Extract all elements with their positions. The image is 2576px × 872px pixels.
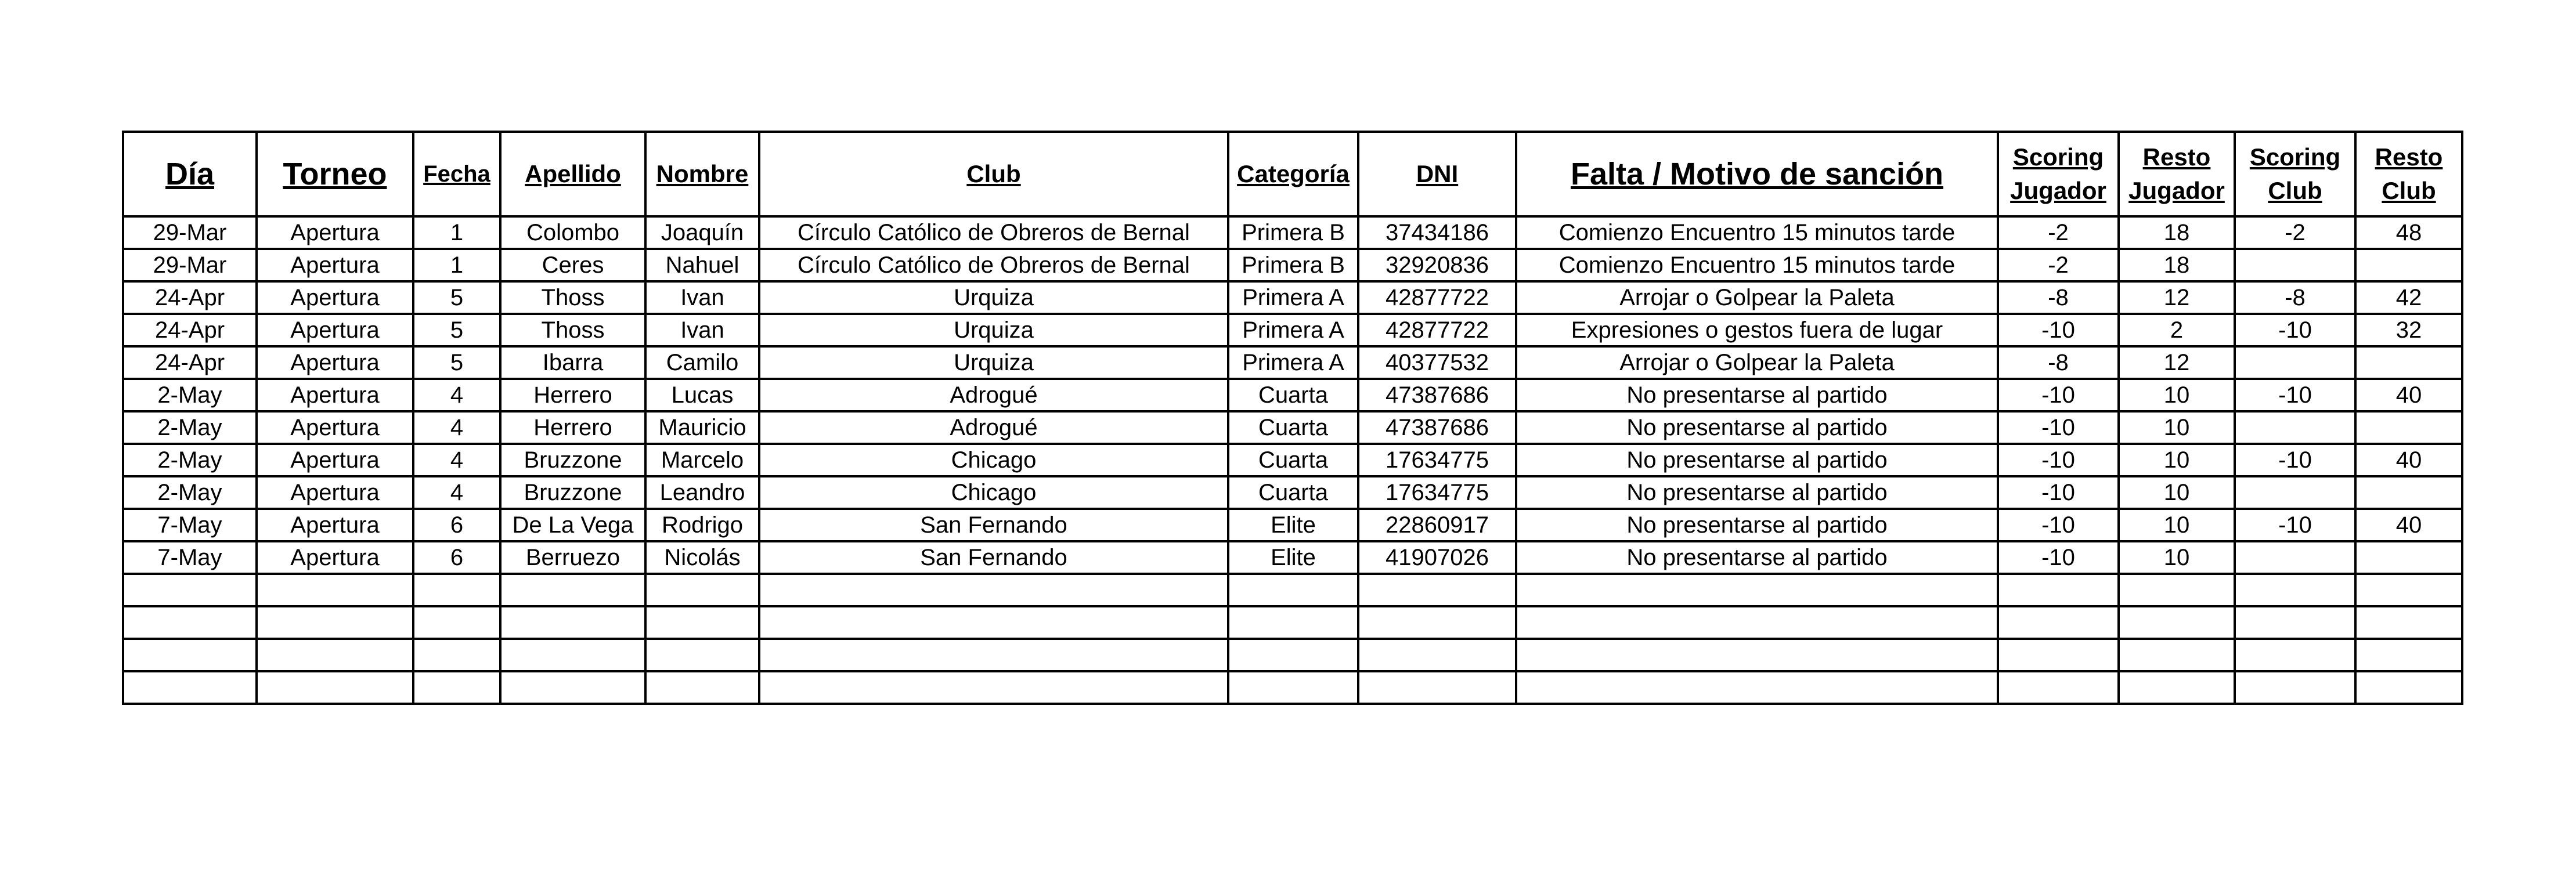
cell-categoria: Primera A — [1228, 314, 1358, 346]
cell-nombre — [645, 639, 759, 671]
cell-dni: 37434186 — [1358, 216, 1516, 249]
cell-dni: 47387686 — [1358, 379, 1516, 411]
cell-fecha: 6 — [413, 509, 500, 541]
table-row — [123, 574, 2462, 606]
sanctions-table — [122, 131, 2463, 705]
cell-falta — [1516, 574, 1998, 606]
header-dia: Día — [123, 132, 257, 216]
cell-torneo — [257, 639, 413, 671]
cell-apellido — [500, 574, 645, 606]
cell-nombre: Nicolás — [645, 541, 759, 574]
cell-nombre: Leandro — [645, 476, 759, 509]
table-row — [123, 476, 2462, 509]
cell-nombre: Nahuel — [645, 249, 759, 281]
cell-fecha: 5 — [413, 314, 500, 346]
cell-categoria: Elite — [1228, 509, 1358, 541]
cell-resto-club — [2355, 476, 2462, 509]
cell-club — [759, 606, 1228, 639]
cell-dia: 2-May — [123, 476, 257, 509]
cell-club: Adrogué — [759, 379, 1228, 411]
table-row — [123, 639, 2462, 671]
cell-torneo: Apertura — [257, 216, 413, 249]
cell-categoria: Cuarta — [1228, 411, 1358, 444]
table-body — [123, 216, 2462, 704]
cell-scoring-club — [2235, 639, 2355, 671]
cell-scoring-jugador: -10 — [1998, 476, 2119, 509]
cell-scoring-club — [2235, 476, 2355, 509]
cell-dni: 41907026 — [1358, 541, 1516, 574]
cell-scoring-jugador: -10 — [1998, 444, 2119, 476]
table-row — [123, 281, 2462, 314]
cell-resto-club — [2355, 606, 2462, 639]
header-resto-club: Resto Club — [2355, 132, 2462, 216]
cell-fecha: 1 — [413, 249, 500, 281]
header-resto-jugador: Resto Jugador — [2119, 132, 2235, 216]
cell-dni: 42877722 — [1358, 281, 1516, 314]
header-row — [123, 132, 2462, 216]
cell-categoria — [1228, 671, 1358, 704]
cell-scoring-jugador: -10 — [1998, 541, 2119, 574]
cell-torneo: Apertura — [257, 444, 413, 476]
cell-torneo: Apertura — [257, 509, 413, 541]
cell-resto-jugador: 10 — [2119, 541, 2235, 574]
cell-scoring-club — [2235, 411, 2355, 444]
cell-dni: 40377532 — [1358, 346, 1516, 379]
cell-dni: 17634775 — [1358, 444, 1516, 476]
cell-scoring-jugador: -2 — [1998, 249, 2119, 281]
cell-resto-jugador — [2119, 639, 2235, 671]
cell-club: San Fernando — [759, 541, 1228, 574]
cell-resto-jugador: 18 — [2119, 216, 2235, 249]
cell-categoria: Primera A — [1228, 281, 1358, 314]
cell-dni: 47387686 — [1358, 411, 1516, 444]
cell-categoria: Primera A — [1228, 346, 1358, 379]
cell-categoria: Cuarta — [1228, 444, 1358, 476]
cell-resto-jugador: 12 — [2119, 346, 2235, 379]
cell-dia: 7-May — [123, 509, 257, 541]
cell-resto-jugador — [2119, 671, 2235, 704]
cell-falta: No presentarse al partido — [1516, 379, 1998, 411]
cell-club: San Fernando — [759, 509, 1228, 541]
cell-resto-jugador: 10 — [2119, 476, 2235, 509]
header-falta: Falta / Motivo de sanción — [1516, 132, 1998, 216]
cell-categoria — [1228, 639, 1358, 671]
cell-fecha — [413, 574, 500, 606]
cell-scoring-jugador: -8 — [1998, 281, 2119, 314]
cell-fecha — [413, 671, 500, 704]
cell-dia — [123, 671, 257, 704]
cell-dia: 24-Apr — [123, 314, 257, 346]
cell-apellido: Colombo — [500, 216, 645, 249]
cell-club: Urquiza — [759, 314, 1228, 346]
cell-fecha: 1 — [413, 216, 500, 249]
table-row — [123, 444, 2462, 476]
cell-scoring-club: -8 — [2235, 281, 2355, 314]
cell-resto-club — [2355, 411, 2462, 444]
header-scoring-club: Scoring Club — [2235, 132, 2355, 216]
cell-dni — [1358, 574, 1516, 606]
cell-falta — [1516, 606, 1998, 639]
cell-dia: 24-Apr — [123, 346, 257, 379]
cell-apellido: Bruzzone — [500, 476, 645, 509]
cell-nombre: Lucas — [645, 379, 759, 411]
cell-scoring-jugador: -2 — [1998, 216, 2119, 249]
cell-torneo: Apertura — [257, 541, 413, 574]
cell-resto-club — [2355, 249, 2462, 281]
cell-fecha: 6 — [413, 541, 500, 574]
cell-dia — [123, 606, 257, 639]
table-row — [123, 379, 2462, 411]
header-categoria: Categoría — [1228, 132, 1358, 216]
cell-scoring-club: -2 — [2235, 216, 2355, 249]
cell-resto-jugador: 18 — [2119, 249, 2235, 281]
cell-dni — [1358, 639, 1516, 671]
cell-scoring-jugador — [1998, 639, 2119, 671]
cell-resto-club: 40 — [2355, 444, 2462, 476]
cell-apellido: Herrero — [500, 379, 645, 411]
cell-torneo: Apertura — [257, 476, 413, 509]
cell-torneo: Apertura — [257, 314, 413, 346]
cell-categoria: Primera B — [1228, 249, 1358, 281]
cell-categoria: Elite — [1228, 541, 1358, 574]
cell-resto-jugador — [2119, 574, 2235, 606]
cell-resto-club — [2355, 541, 2462, 574]
cell-falta: Comienzo Encuentro 15 minutos tarde — [1516, 249, 1998, 281]
table-row — [123, 346, 2462, 379]
cell-resto-club: 48 — [2355, 216, 2462, 249]
cell-dni — [1358, 606, 1516, 639]
cell-dia — [123, 574, 257, 606]
cell-club: Chicago — [759, 444, 1228, 476]
cell-nombre — [645, 574, 759, 606]
table-row — [123, 606, 2462, 639]
cell-torneo: Apertura — [257, 411, 413, 444]
cell-scoring-club: -10 — [2235, 444, 2355, 476]
cell-categoria: Cuarta — [1228, 379, 1358, 411]
cell-nombre: Ivan — [645, 314, 759, 346]
cell-dia: 2-May — [123, 411, 257, 444]
cell-scoring-jugador — [1998, 606, 2119, 639]
cell-club — [759, 574, 1228, 606]
cell-falta: No presentarse al partido — [1516, 541, 1998, 574]
cell-falta: No presentarse al partido — [1516, 411, 1998, 444]
cell-scoring-club — [2235, 606, 2355, 639]
cell-torneo: Apertura — [257, 346, 413, 379]
cell-fecha: 4 — [413, 476, 500, 509]
cell-resto-jugador: 10 — [2119, 509, 2235, 541]
cell-apellido — [500, 606, 645, 639]
cell-resto-club — [2355, 346, 2462, 379]
cell-apellido: Berruezo — [500, 541, 645, 574]
cell-scoring-club — [2235, 671, 2355, 704]
cell-falta — [1516, 671, 1998, 704]
table-row — [123, 411, 2462, 444]
cell-apellido: Thoss — [500, 281, 645, 314]
cell-falta: No presentarse al partido — [1516, 509, 1998, 541]
cell-torneo: Apertura — [257, 379, 413, 411]
cell-resto-club — [2355, 574, 2462, 606]
cell-dni — [1358, 671, 1516, 704]
table-row — [123, 541, 2462, 574]
cell-torneo: Apertura — [257, 281, 413, 314]
cell-nombre — [645, 671, 759, 704]
cell-torneo — [257, 606, 413, 639]
table-row — [123, 314, 2462, 346]
cell-scoring-club: -10 — [2235, 509, 2355, 541]
header-club: Club — [759, 132, 1228, 216]
cell-scoring-club — [2235, 249, 2355, 281]
cell-fecha: 4 — [413, 379, 500, 411]
cell-resto-jugador: 10 — [2119, 379, 2235, 411]
cell-club — [759, 639, 1228, 671]
cell-nombre: Mauricio — [645, 411, 759, 444]
table-row — [123, 216, 2462, 249]
cell-falta: Arrojar o Golpear la Paleta — [1516, 281, 1998, 314]
cell-club: Chicago — [759, 476, 1228, 509]
cell-resto-club: 40 — [2355, 509, 2462, 541]
table-row — [123, 249, 2462, 281]
cell-torneo — [257, 671, 413, 704]
cell-apellido — [500, 671, 645, 704]
cell-fecha — [413, 639, 500, 671]
cell-resto-club — [2355, 671, 2462, 704]
cell-dni: 17634775 — [1358, 476, 1516, 509]
cell-falta: Comienzo Encuentro 15 minutos tarde — [1516, 216, 1998, 249]
cell-scoring-jugador — [1998, 671, 2119, 704]
cell-scoring-club: -10 — [2235, 314, 2355, 346]
cell-apellido: Herrero — [500, 411, 645, 444]
cell-club — [759, 671, 1228, 704]
cell-falta: No presentarse al partido — [1516, 476, 1998, 509]
cell-nombre: Joaquín — [645, 216, 759, 249]
cell-scoring-jugador: -10 — [1998, 379, 2119, 411]
cell-falta: Arrojar o Golpear la Paleta — [1516, 346, 1998, 379]
cell-scoring-jugador: -10 — [1998, 509, 2119, 541]
header-torneo: Torneo — [257, 132, 413, 216]
table-row — [123, 509, 2462, 541]
cell-fecha: 5 — [413, 346, 500, 379]
cell-resto-jugador: 2 — [2119, 314, 2235, 346]
cell-dia: 7-May — [123, 541, 257, 574]
cell-torneo: Apertura — [257, 249, 413, 281]
cell-club: Adrogué — [759, 411, 1228, 444]
header-fecha: Fecha — [413, 132, 500, 216]
cell-resto-jugador: 10 — [2119, 444, 2235, 476]
cell-scoring-jugador — [1998, 574, 2119, 606]
cell-categoria — [1228, 606, 1358, 639]
cell-scoring-jugador: -8 — [1998, 346, 2119, 379]
cell-fecha: 4 — [413, 444, 500, 476]
cell-apellido: Ibarra — [500, 346, 645, 379]
cell-scoring-jugador: -10 — [1998, 411, 2119, 444]
cell-resto-club: 42 — [2355, 281, 2462, 314]
cell-dia — [123, 639, 257, 671]
table-row — [123, 671, 2462, 704]
cell-dia: 2-May — [123, 379, 257, 411]
cell-nombre — [645, 606, 759, 639]
header-nombre: Nombre — [645, 132, 759, 216]
cell-nombre: Ivan — [645, 281, 759, 314]
cell-falta: No presentarse al partido — [1516, 444, 1998, 476]
cell-fecha: 4 — [413, 411, 500, 444]
header-apellido: Apellido — [500, 132, 645, 216]
cell-categoria — [1228, 574, 1358, 606]
cell-dni: 22860917 — [1358, 509, 1516, 541]
cell-resto-jugador: 10 — [2119, 411, 2235, 444]
cell-scoring-club: -10 — [2235, 379, 2355, 411]
cell-club: Círculo Católico de Obreros de Bernal — [759, 216, 1228, 249]
header-dni: DNI — [1358, 132, 1516, 216]
cell-club: Urquiza — [759, 281, 1228, 314]
cell-scoring-club — [2235, 574, 2355, 606]
header-scoring-jugador: Scoring Jugador — [1998, 132, 2119, 216]
cell-resto-jugador: 12 — [2119, 281, 2235, 314]
cell-apellido — [500, 639, 645, 671]
cell-dia: 29-Mar — [123, 249, 257, 281]
cell-torneo — [257, 574, 413, 606]
cell-scoring-club — [2235, 541, 2355, 574]
cell-scoring-club — [2235, 346, 2355, 379]
cell-dia: 2-May — [123, 444, 257, 476]
cell-club: Urquiza — [759, 346, 1228, 379]
cell-categoria: Primera B — [1228, 216, 1358, 249]
cell-dni: 32920836 — [1358, 249, 1516, 281]
cell-nombre: Rodrigo — [645, 509, 759, 541]
cell-nombre: Marcelo — [645, 444, 759, 476]
cell-apellido: De La Vega — [500, 509, 645, 541]
cell-nombre: Camilo — [645, 346, 759, 379]
cell-apellido: Ceres — [500, 249, 645, 281]
cell-club: Círculo Católico de Obreros de Bernal — [759, 249, 1228, 281]
cell-resto-club: 32 — [2355, 314, 2462, 346]
cell-fecha: 5 — [413, 281, 500, 314]
cell-falta: Expresiones o gestos fuera de lugar — [1516, 314, 1998, 346]
cell-resto-club: 40 — [2355, 379, 2462, 411]
cell-resto-jugador — [2119, 606, 2235, 639]
cell-dia: 29-Mar — [123, 216, 257, 249]
cell-scoring-jugador: -10 — [1998, 314, 2119, 346]
cell-categoria: Cuarta — [1228, 476, 1358, 509]
cell-falta — [1516, 639, 1998, 671]
cell-resto-club — [2355, 639, 2462, 671]
cell-apellido: Thoss — [500, 314, 645, 346]
cell-fecha — [413, 606, 500, 639]
cell-apellido: Bruzzone — [500, 444, 645, 476]
cell-dni: 42877722 — [1358, 314, 1516, 346]
cell-dia: 24-Apr — [123, 281, 257, 314]
